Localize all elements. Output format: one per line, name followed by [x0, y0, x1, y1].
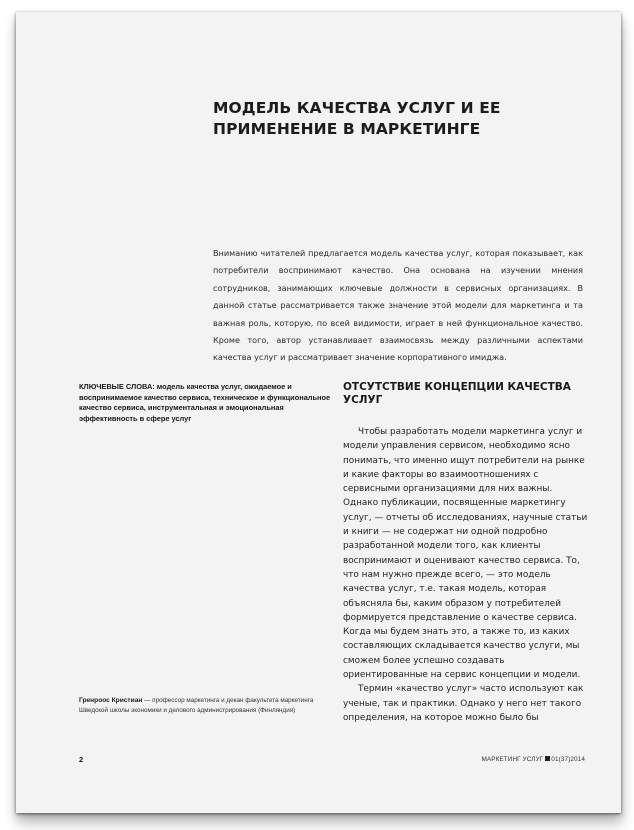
journal-name: МАРКЕТИНГ УСЛУГ [481, 756, 544, 763]
keywords-block: КЛЮЧЕВЫЕ СЛОВА: модель качества услуг, ожидаемое и воспринимаемое качество сервиса, техническое и функциональное качество сервиса, инструментальная и эмоциональная эффективность в сфере услуг [79, 382, 331, 423]
square-bullet-icon [545, 756, 550, 761]
issue-number: 01(37)2014 [551, 756, 585, 763]
article-title: МОДЕЛЬ КАЧЕСТВА УСЛУГ И ЕЕ ПРИМЕНЕНИЕ В МАРКЕТИНГЕ [213, 99, 501, 138]
running-footer [481, 756, 585, 763]
author-note [79, 696, 344, 716]
section-heading: ОТСУТСТВИЕ КОНЦЕПЦИИ КАЧЕСТВА УСЛУГ [343, 381, 571, 406]
body-paragraph: Чтобы разработать модели маркетинга услуг и модели управления сервисом, необходимо ясно понимать, что именно ищут потребители на рынке и какие факторы во взаимоотношениях с сервисными организациями для них важны. Однако публикации, посвященные маркетингу услуг, — отчеты об исследованиях, научные статьи и книги — не содержат ни одной подробно разработанной модели того, как клиенты воспринимают и оценивают качество сервиса. То, что нам нужно прежде всего, — это модель качества услуг, т.е. такая модель, которая объясняла бы, каким образом у потребителей формируется представление о качестве сервиса. Когда мы будем знать это, а также то, из каких составляющих складывается качество услуги, мы сможем более успешно создавать ориентированные на сервис концепции и модели. [343, 427, 588, 681]
page-number: 2 [79, 755, 84, 764]
body-column [343, 425, 590, 725]
author-name: Гренроос Кристиан [79, 697, 143, 704]
article-abstract: Вниманию читателей предлагается модель качества услуг, которая показывает, как потребители воспринимают качество. Она основана на изучении мнения сотрудников, занимающих ключевые должности в сервисных организациях. В данной статье рассматривается также значение этой модели для маркетинга и та важная роль, которую, по всей видимости, играет в ней функциональное качество. Кроме того, автор устанавливает взаимосвязь между различными аспектами качества услуг и рассматривает значение корпоративного имиджа. [213, 248, 583, 363]
body-paragraph: Термин «качество услуг» часто используют как ученые, так и практики. Однако у него нет такого определения, на которое можно было бы [343, 684, 584, 723]
author-description: — профессор маркетинга и декан факультета маркетинга Шведской школы экономики и делового администрирования (Финляндия) [79, 697, 314, 714]
magazine-page [16, 12, 621, 813]
